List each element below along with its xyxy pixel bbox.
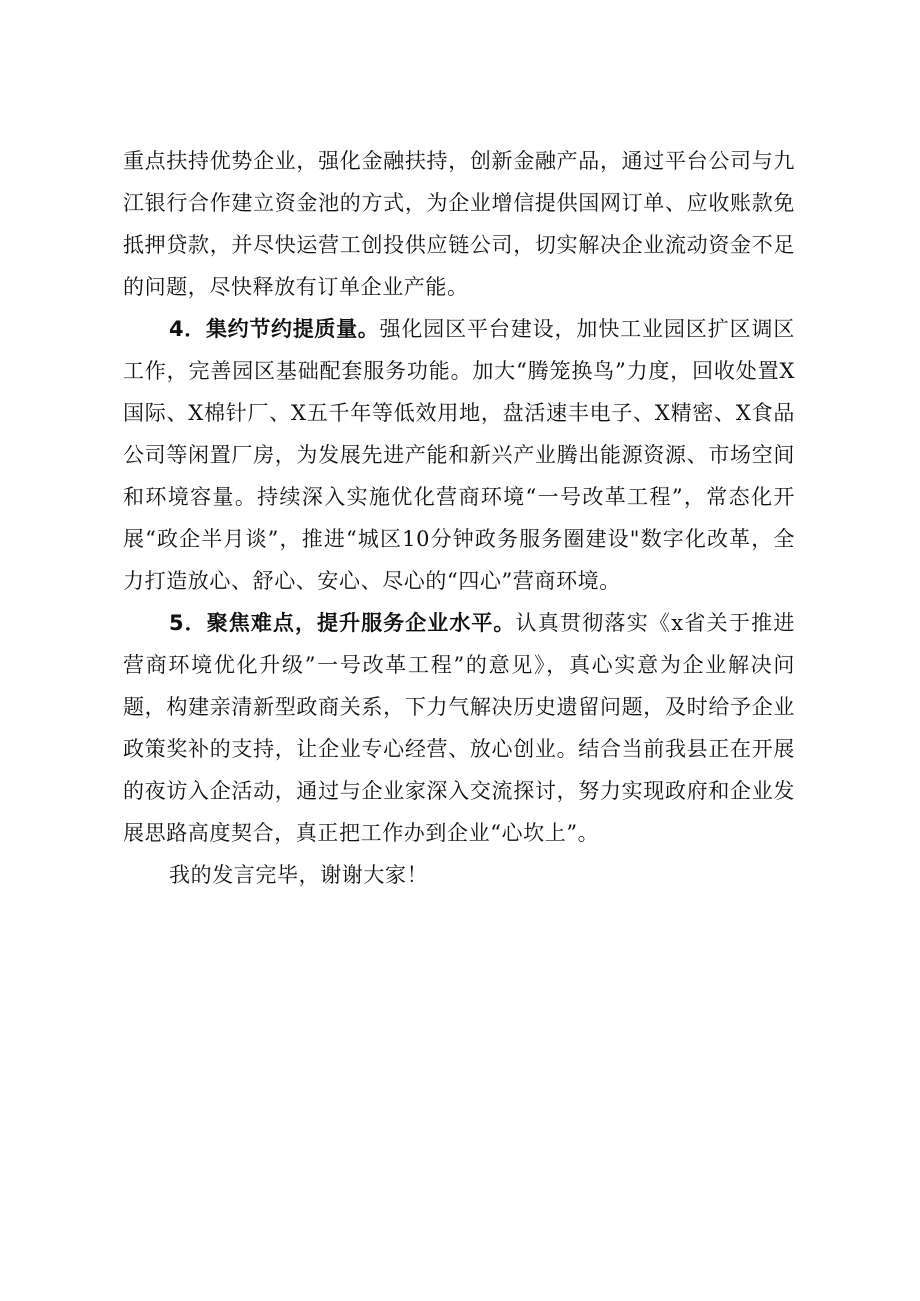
paragraph-land-efficiency [123,308,795,602]
paragraph-text: 强化园区平台建设，加快工业园区扩区调区工作，完善园区基础配套服务功能。加大“腾笼换鸟”力度，回收处置X国际、X棉针厂、X五千年等低效用地，盘活速丰电子、X精密、X食品公司等闲置厂房，为发展先进产能和新兴产业腾出能源资源、市场空间和环境容量。持续深入实施优化营商环境“一号改革工程”，常态化开展“政企半月谈”，推进“城区10分钟政务服务圈建设"数字化改革，全力打造放心、舒心、安心、尽心的“四心”营商环境。 [123,317,795,593]
paragraph-service-improvement [123,602,795,854]
document-body [123,140,795,896]
paragraph-text: 我的发言完毕，谢谢大家！ [169,863,429,887]
paragraph-text: 重点扶持优势企业，强化金融扶持，创新金融产品，通过平台公司与九江银行合作建立资金池的方式，为企业增信提供国网订单、应收账款免抵押贷款，并尽快运营工创投供应链公司，切实解决企业流动资金不足的问题，尽快释放有订单企业产能。 [123,149,795,299]
paragraph-text: 认真贯彻落实《x省关于推进营商环境优化升级”一号改革工程”的意见》，真心实意为企业解决问题，构建亲清新型政商关系，下力气解决历史遗留问题，及时给予企业政策奖补的支持，让企业专心经营、放心创业。结合当前我县正在开展的夜访入企活动，通过与企业家深入交流探讨，努力实现政府和企业发展思路高度契合，真正把工作办到企业“心坎上”。 [123,611,795,845]
paragraph-closing [123,854,795,896]
paragraph-finance-support [123,140,795,308]
paragraph-heading: 5．聚焦难点，提升服务企业水平。 [169,611,516,635]
paragraph-heading: 4．集约节约提质量。 [169,317,380,341]
